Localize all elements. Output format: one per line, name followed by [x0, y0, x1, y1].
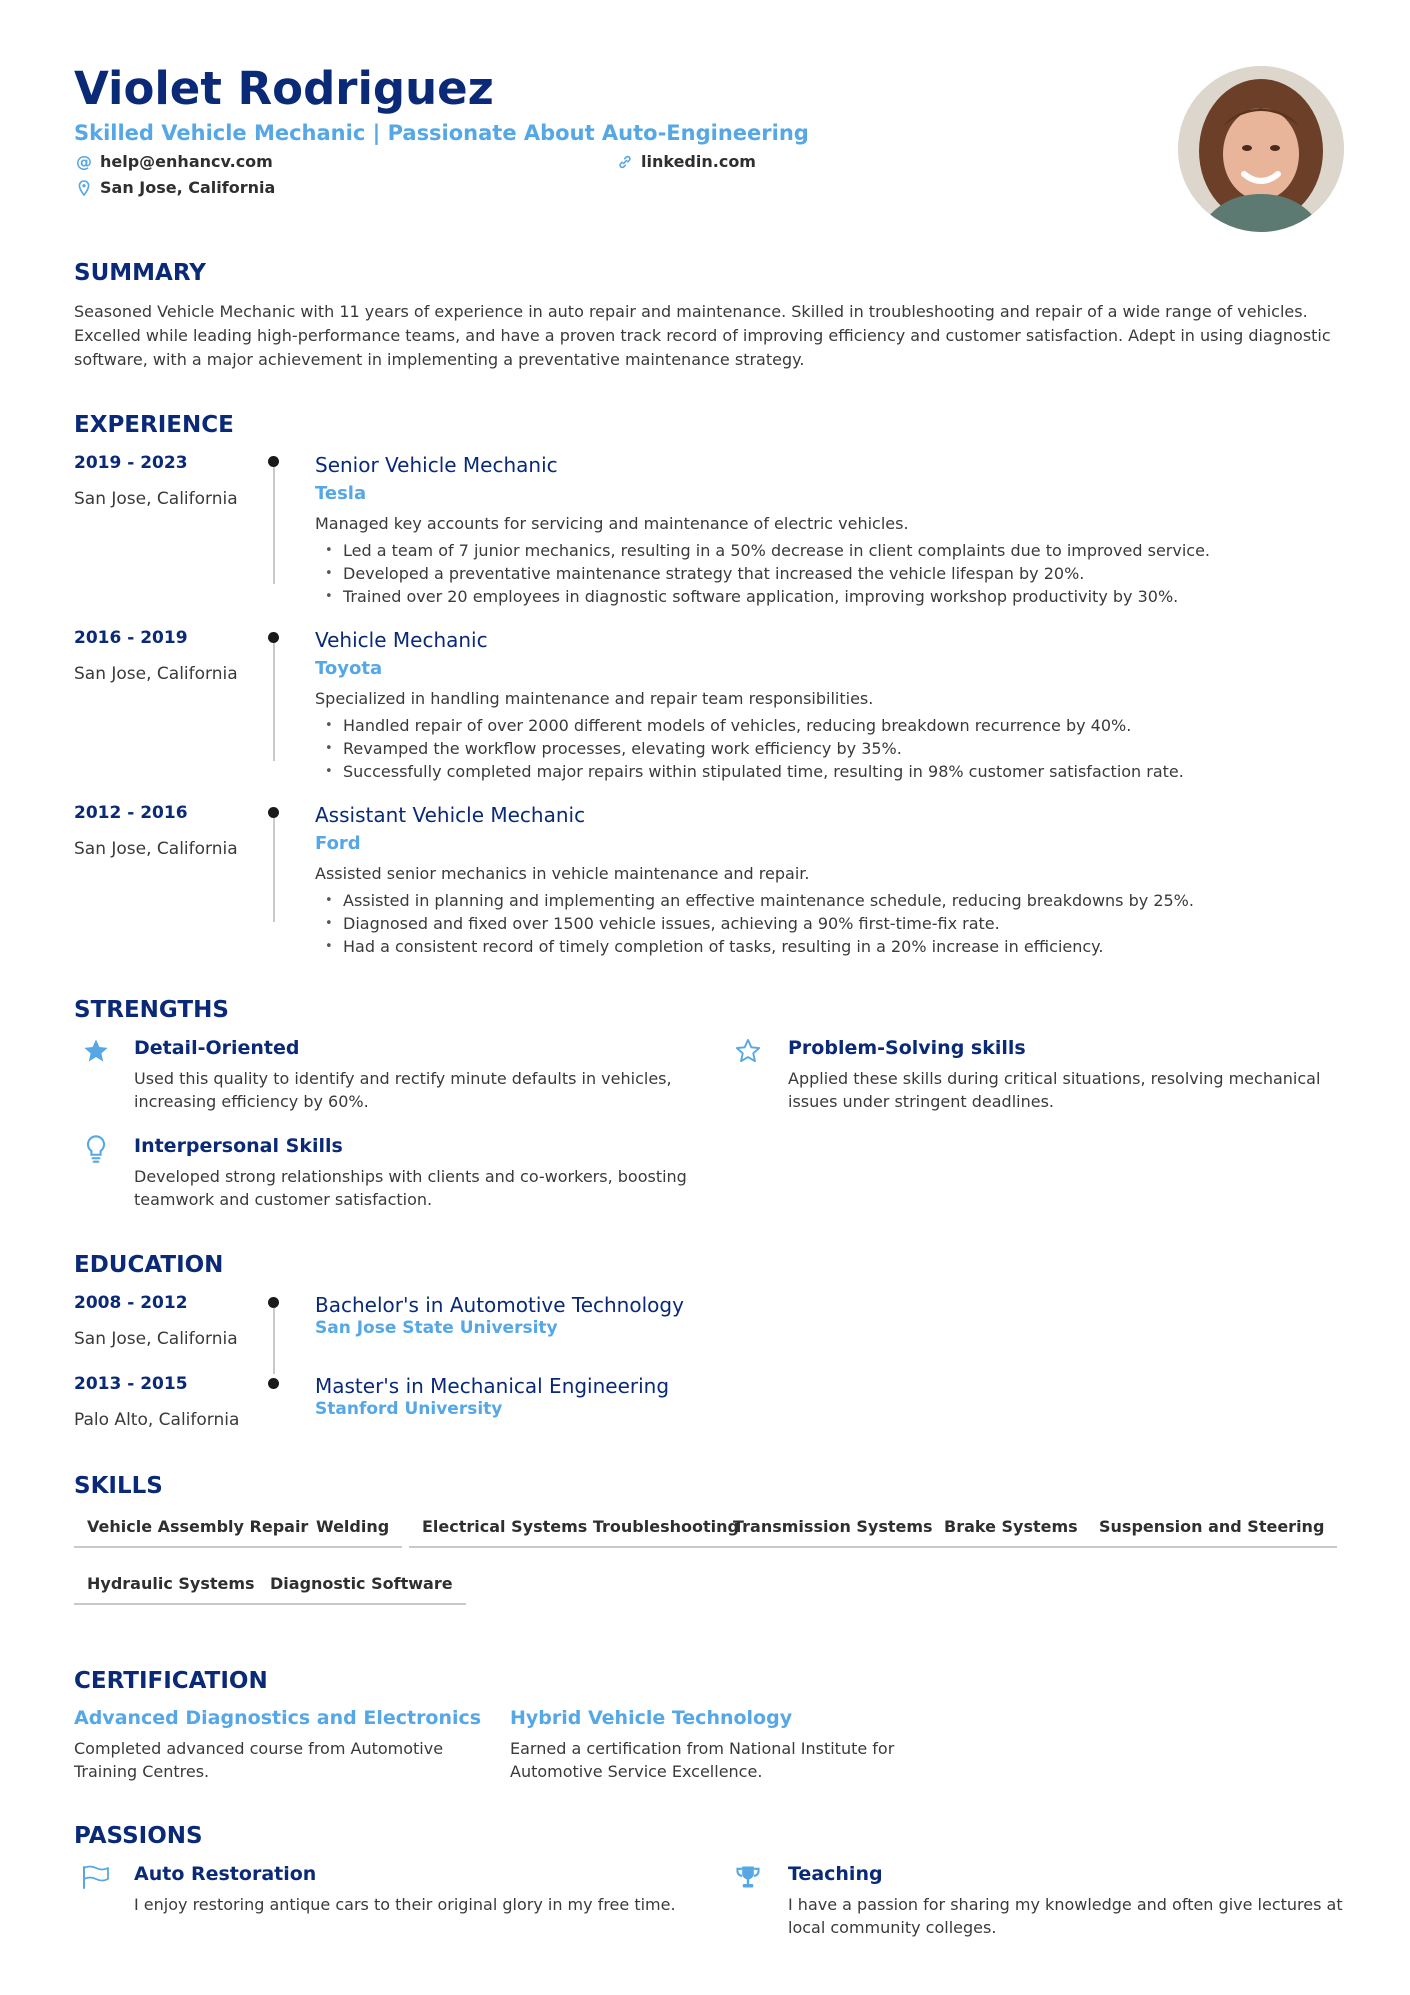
achievement-item: • Developed a preventative maintenance strategy that increased the vehicle lifespan by 20%.: [315, 562, 1210, 585]
timeline-line: [273, 460, 275, 584]
achievement-item: • Had a consistent record of timely completion of tasks, resulting in a 20% increase in efficiency.: [315, 935, 1194, 958]
skill-tag: Hydraulic Systems: [74, 1574, 268, 1605]
location-text: San Jose, California: [100, 178, 276, 197]
achievement-item: • Led a team of 7 junior mechanics, resulting in a 50% decrease in client complaints due to improved service.: [315, 539, 1210, 562]
achievement-list: [315, 539, 1210, 608]
experience-heading: EXPERIENCE: [74, 412, 234, 438]
achievement-list: [315, 714, 1184, 783]
passion-title: Teaching: [788, 1863, 883, 1885]
certification-description: Earned a certification from National Institute for Automotive Service Excellence.: [510, 1739, 895, 1781]
lightbulb-icon: [80, 1133, 112, 1165]
experience-location: San Jose, California: [74, 489, 238, 509]
strengths-heading: STRENGTHS: [74, 997, 229, 1023]
company-name: Ford: [315, 833, 361, 854]
certification-description: Completed advanced course from Automotive Training Centres.: [74, 1739, 444, 1781]
certification-title: Advanced Diagnostics and Electronics: [74, 1707, 482, 1729]
summary-heading: SUMMARY: [74, 260, 206, 286]
skill-tag: Welding: [303, 1517, 402, 1548]
star-filled-icon: [80, 1035, 112, 1067]
linkedin-contact[interactable]: [615, 152, 756, 171]
achievement-item: • Handled repair of over 2000 different models of vehicles, reducing breakdown recurrence by 40%.: [315, 714, 1184, 737]
job-title: Senior Vehicle Mechanic: [315, 453, 558, 477]
experience-dates: 2016 - 2019: [74, 628, 188, 648]
skill-tag: Diagnostic Software: [257, 1574, 466, 1605]
experience-location: San Jose, California: [74, 664, 238, 684]
at-sign-icon: @: [76, 152, 92, 171]
certification-heading: CERTIFICATION: [74, 1668, 268, 1694]
job-title: Assistant Vehicle Mechanic: [315, 803, 586, 827]
profile-photo: [1178, 66, 1344, 232]
education-dates: 2008 - 2012: [74, 1293, 188, 1313]
experience-dates: 2019 - 2023: [74, 453, 188, 473]
trophy-icon: [732, 1861, 764, 1893]
achievement-item: • Successfully completed major repairs within stipulated time, resulting in 98% customer satisfaction rate.: [315, 760, 1184, 783]
timeline-line: [273, 812, 275, 922]
company-name: Tesla: [315, 483, 367, 504]
passions-heading: PASSIONS: [74, 1823, 203, 1849]
timeline-dot: [268, 456, 279, 467]
skill-tag: Vehicle Assembly Repair: [74, 1517, 321, 1548]
job-description: Assisted senior mechanics in vehicle maintenance and repair.: [315, 864, 810, 883]
skill-tag: Brake Systems: [931, 1517, 1091, 1548]
timeline-line: [273, 637, 275, 761]
job-description: Managed key accounts for servicing and maintenance of electric vehicles.: [315, 514, 909, 533]
location-pin-icon: [74, 180, 94, 196]
degree-title: Bachelor's in Automotive Technology: [315, 1293, 684, 1317]
certification-title: Hybrid Vehicle Technology: [510, 1707, 793, 1729]
strength-title: Detail-Oriented: [134, 1037, 300, 1059]
strength-description: Developed strong relationships with clients and co-workers, boosting teamwork and customer satisfaction.: [134, 1167, 687, 1209]
email-contact[interactable]: [74, 152, 273, 171]
education-location: San Jose, California: [74, 1329, 238, 1349]
strength-title: Problem-Solving skills: [788, 1037, 1026, 1059]
skill-tag: Electrical Systems Troubleshooting: [409, 1517, 752, 1548]
star-outline-icon: [732, 1035, 764, 1067]
timeline-dot: [268, 1297, 279, 1308]
skill-tag: Transmission Systems: [720, 1517, 946, 1548]
skills-heading: SKILLS: [74, 1473, 163, 1499]
flag-icon: [80, 1861, 112, 1893]
achievement-list: [315, 889, 1194, 958]
job-description: Specialized in handling maintenance and repair team responsibilities.: [315, 689, 874, 708]
job-title: Vehicle Mechanic: [315, 628, 488, 652]
strength-description: Used this quality to identify and rectify minute defaults in vehicles, increasing efficiency by 60%.: [134, 1069, 672, 1111]
candidate-tagline: Skilled Vehicle Mechanic | Passionate About Auto-Engineering: [74, 121, 809, 145]
passion-description: I have a passion for sharing my knowledge and often give lectures at local community colleges.: [788, 1895, 1343, 1937]
link-icon: [615, 154, 635, 170]
achievement-item: • Revamped the workflow processes, elevating work efficiency by 35%.: [315, 737, 1184, 760]
education-heading: EDUCATION: [74, 1252, 224, 1278]
degree-title: Master's in Mechanical Engineering: [315, 1374, 670, 1398]
email-text: help@enhancv.com: [100, 152, 273, 171]
timeline-line: [273, 1300, 275, 1374]
experience-location: San Jose, California: [74, 839, 238, 859]
passion-description: I enjoy restoring antique cars to their original glory in my free time.: [134, 1895, 676, 1914]
passion-title: Auto Restoration: [134, 1863, 317, 1885]
timeline-dot: [268, 1378, 279, 1389]
timeline-dot: [268, 632, 279, 643]
summary-text: Seasoned Vehicle Mechanic with 11 years of experience in auto repair and maintenance. Skilled in troubleshooting and repair of a wide range of vehicles. Excelled while leading high-performance teams, and have a proven track record of improving efficiency and customer satisfaction. Adept in using diagnostic software, with a major achievement in implementing a preventative maintenance strategy.: [74, 302, 1331, 369]
strength-title: Interpersonal Skills: [134, 1135, 343, 1157]
linkedin-text: linkedin.com: [641, 152, 756, 171]
company-name: Toyota: [315, 658, 383, 679]
education-location: Palo Alto, California: [74, 1410, 240, 1430]
achievement-item: • Diagnosed and fixed over 1500 vehicle issues, achieving a 90% first-time-fix rate.: [315, 912, 1194, 935]
experience-dates: 2012 - 2016: [74, 803, 188, 823]
timeline-dot: [268, 807, 279, 818]
strength-description: Applied these skills during critical situations, resolving mechanical issues under stringent deadlines.: [788, 1069, 1321, 1111]
skill-tag: Suspension and Steering: [1086, 1517, 1337, 1548]
education-dates: 2013 - 2015: [74, 1374, 188, 1394]
location-contact: [74, 178, 275, 197]
school-name: Stanford University: [315, 1399, 503, 1419]
achievement-item: • Assisted in planning and implementing an effective maintenance schedule, reducing breakdowns by 25%.: [315, 889, 1194, 912]
achievement-item: • Trained over 20 employees in diagnostic software application, improving workshop productivity by 30%.: [315, 585, 1210, 608]
candidate-name: Violet Rodriguez: [74, 62, 494, 115]
school-name: San Jose State University: [315, 1318, 558, 1338]
